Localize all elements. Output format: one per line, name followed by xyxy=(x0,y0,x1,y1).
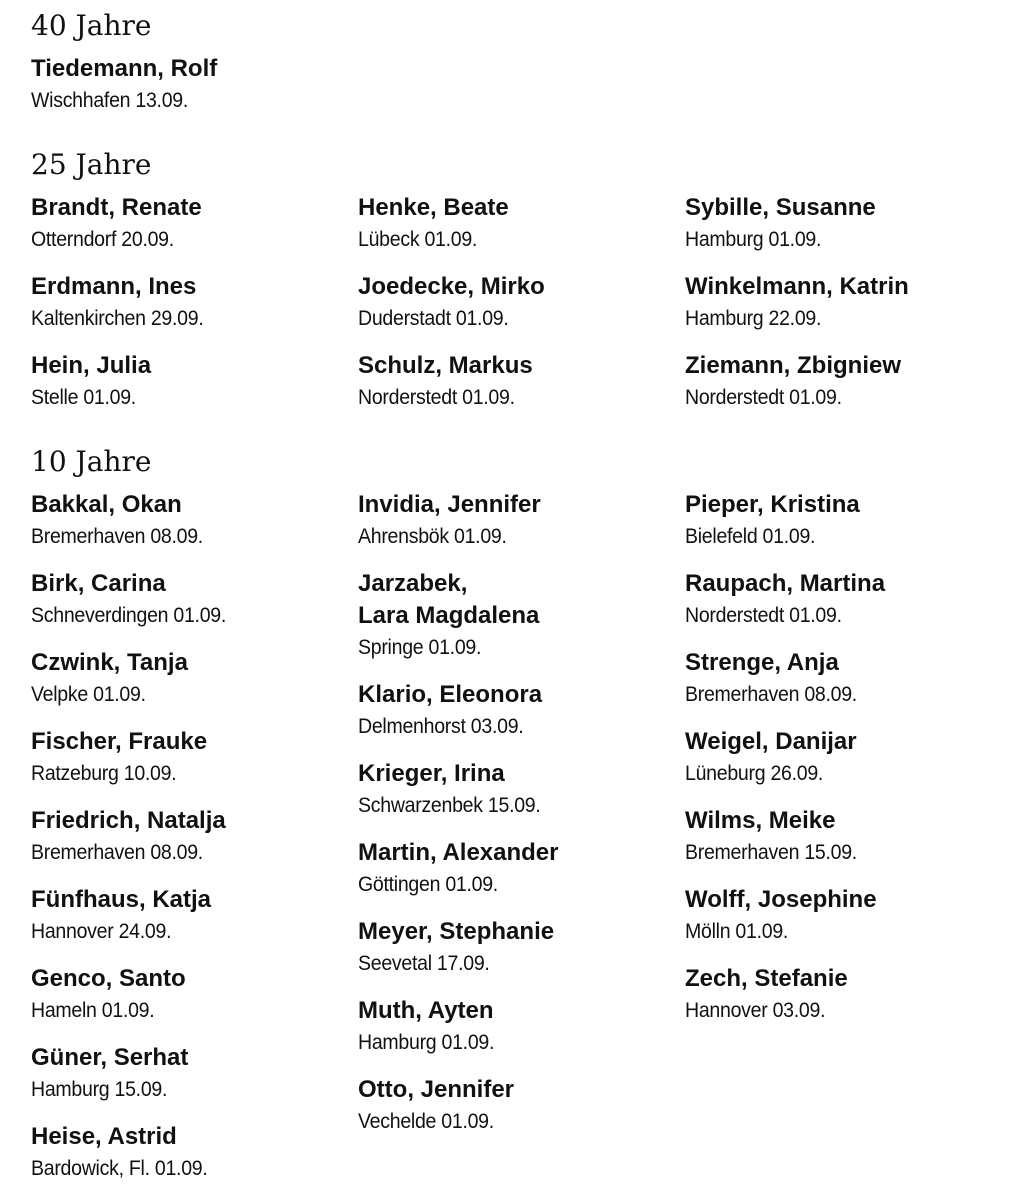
person-detail: Wischhafen 13.09. xyxy=(31,89,189,112)
person-detail: Seevetal 17.09. xyxy=(358,952,490,975)
person-detail: Bremerhaven 15.09. xyxy=(685,841,857,864)
person-detail: Lüneburg 26.09. xyxy=(685,762,824,785)
list-item xyxy=(31,805,351,869)
person-detail: Bremerhaven 08.09. xyxy=(31,525,203,548)
list-item xyxy=(31,489,351,553)
person-name: Meyer, Stephanie xyxy=(358,918,555,945)
person-detail: Hameln 01.09. xyxy=(31,999,155,1022)
person-detail: Lübeck 01.09. xyxy=(358,228,478,251)
person-name: Brandt, Renate xyxy=(31,194,202,221)
person-detail: Schneverdingen 01.09. xyxy=(31,604,227,627)
person-name: Jarzabek, Lara Magdalena xyxy=(358,570,540,629)
list-item xyxy=(358,489,678,553)
person-detail: Hannover 24.09. xyxy=(31,920,172,943)
list-item xyxy=(685,805,1005,869)
person-detail: Stelle 01.09. xyxy=(31,386,136,409)
person-detail: Norderstedt 01.09. xyxy=(685,604,842,627)
person-name: Winkelmann, Katrin xyxy=(685,273,909,300)
list-item xyxy=(685,271,1005,335)
person-name: Tiedemann, Rolf xyxy=(31,55,218,82)
person-detail: Bielefeld 01.09. xyxy=(685,525,816,548)
list-item xyxy=(685,963,1005,1027)
person-detail: Hamburg 01.09. xyxy=(685,228,822,251)
person-detail: Mölln 01.09. xyxy=(685,920,789,943)
person-name: Martin, Alexander xyxy=(358,839,559,866)
person-detail: Hamburg 01.09. xyxy=(358,1031,495,1054)
person-name: Czwink, Tanja xyxy=(31,649,188,676)
person-detail: Bremerhaven 08.09. xyxy=(685,683,857,706)
list-item xyxy=(685,568,1005,632)
person-detail: Bremerhaven 08.09. xyxy=(31,841,203,864)
section-25-column-3 xyxy=(685,192,1005,429)
list-item xyxy=(31,1121,351,1185)
list-item xyxy=(31,884,351,948)
list-item xyxy=(358,568,678,664)
list-item xyxy=(31,271,351,335)
section-title-40-jahre: 40 Jahre xyxy=(31,9,152,42)
list-item xyxy=(358,1074,678,1138)
list-item xyxy=(358,350,678,414)
person-name: Fünfhaus, Katja xyxy=(31,886,212,913)
person-detail: Duderstadt 01.09. xyxy=(358,307,509,330)
person-name: Wilms, Meike xyxy=(685,807,836,834)
section-40-column-1 xyxy=(31,53,351,132)
list-item xyxy=(358,192,678,256)
list-item xyxy=(31,192,351,256)
person-detail: Ratzeburg 10.09. xyxy=(31,762,177,785)
person-detail: Hannover 03.09. xyxy=(685,999,826,1022)
person-name: Birk, Carina xyxy=(31,570,166,597)
list-item xyxy=(358,995,678,1059)
person-name: Pieper, Kristina xyxy=(685,491,860,518)
person-name: Bakkal, Okan xyxy=(31,491,182,518)
person-name: Otto, Jennifer xyxy=(358,1076,515,1103)
person-name: Weigel, Danijar xyxy=(685,728,857,755)
list-item xyxy=(31,647,351,711)
section-title-10-jahre: 10 Jahre xyxy=(31,445,152,478)
person-name: Sybille, Susanne xyxy=(685,194,876,221)
list-item xyxy=(31,726,351,790)
list-item xyxy=(31,350,351,414)
list-item xyxy=(31,53,351,117)
person-detail: Delmenhorst 03.09. xyxy=(358,715,524,738)
list-item xyxy=(685,884,1005,948)
section-title-25-jahre: 25 Jahre xyxy=(31,148,152,181)
person-name: Zech, Stefanie xyxy=(685,965,848,992)
person-name: Invidia, Jennifer xyxy=(358,491,541,518)
section-25-column-1 xyxy=(31,192,351,429)
person-detail: Norderstedt 01.09. xyxy=(358,386,515,409)
list-item xyxy=(358,837,678,901)
list-item xyxy=(685,350,1005,414)
person-name: Güner, Serhat xyxy=(31,1044,189,1071)
list-item xyxy=(31,568,351,632)
list-item xyxy=(358,679,678,743)
person-name: Friedrich, Natalja xyxy=(31,807,226,834)
person-name: Erdmann, Ines xyxy=(31,273,197,300)
person-name: Klario, Eleonora xyxy=(358,681,543,708)
list-item xyxy=(358,758,678,822)
section-10-column-1 xyxy=(31,489,351,1200)
person-name: Heise, Astrid xyxy=(31,1123,177,1150)
person-detail: Schwarzenbek 15.09. xyxy=(358,794,541,817)
person-detail: Velpke 01.09. xyxy=(31,683,146,706)
person-detail: Göttingen 01.09. xyxy=(358,873,498,896)
person-detail: Hamburg 15.09. xyxy=(31,1078,168,1101)
person-detail: Hamburg 22.09. xyxy=(685,307,822,330)
list-item xyxy=(685,647,1005,711)
person-name: Muth, Ayten xyxy=(358,997,494,1024)
person-detail: Vechelde 01.09. xyxy=(358,1110,494,1133)
person-name: Henke, Beate xyxy=(358,194,509,221)
person-name: Ziemann, Zbigniew xyxy=(685,352,902,379)
person-name: Raupach, Martina xyxy=(685,570,886,597)
person-name: Joedecke, Mirko xyxy=(358,273,545,300)
person-detail: Kaltenkirchen 29.09. xyxy=(31,307,204,330)
list-item xyxy=(685,726,1005,790)
person-name: Strenge, Anja xyxy=(685,649,839,676)
person-detail: Otterndorf 20.09. xyxy=(31,228,174,251)
person-name: Fischer, Frauke xyxy=(31,728,208,755)
person-name: Wolff, Josephine xyxy=(685,886,877,913)
person-detail: Springe 01.09. xyxy=(358,636,482,659)
person-name: Hein, Julia xyxy=(31,352,152,379)
list-item xyxy=(685,192,1005,256)
list-item xyxy=(31,1042,351,1106)
list-item xyxy=(31,963,351,1027)
person-detail: Ahrensbök 01.09. xyxy=(358,525,507,548)
person-detail: Norderstedt 01.09. xyxy=(685,386,842,409)
person-name: Genco, Santo xyxy=(31,965,186,992)
person-name: Krieger, Irina xyxy=(358,760,505,787)
list-item xyxy=(358,271,678,335)
section-10-column-3 xyxy=(685,489,1005,1042)
section-25-column-2 xyxy=(358,192,678,429)
person-detail: Bardowick, Fl. 01.09. xyxy=(31,1157,208,1180)
person-name: Schulz, Markus xyxy=(358,352,533,379)
list-item xyxy=(358,916,678,980)
list-item xyxy=(685,489,1005,553)
section-10-column-2 xyxy=(358,489,678,1153)
